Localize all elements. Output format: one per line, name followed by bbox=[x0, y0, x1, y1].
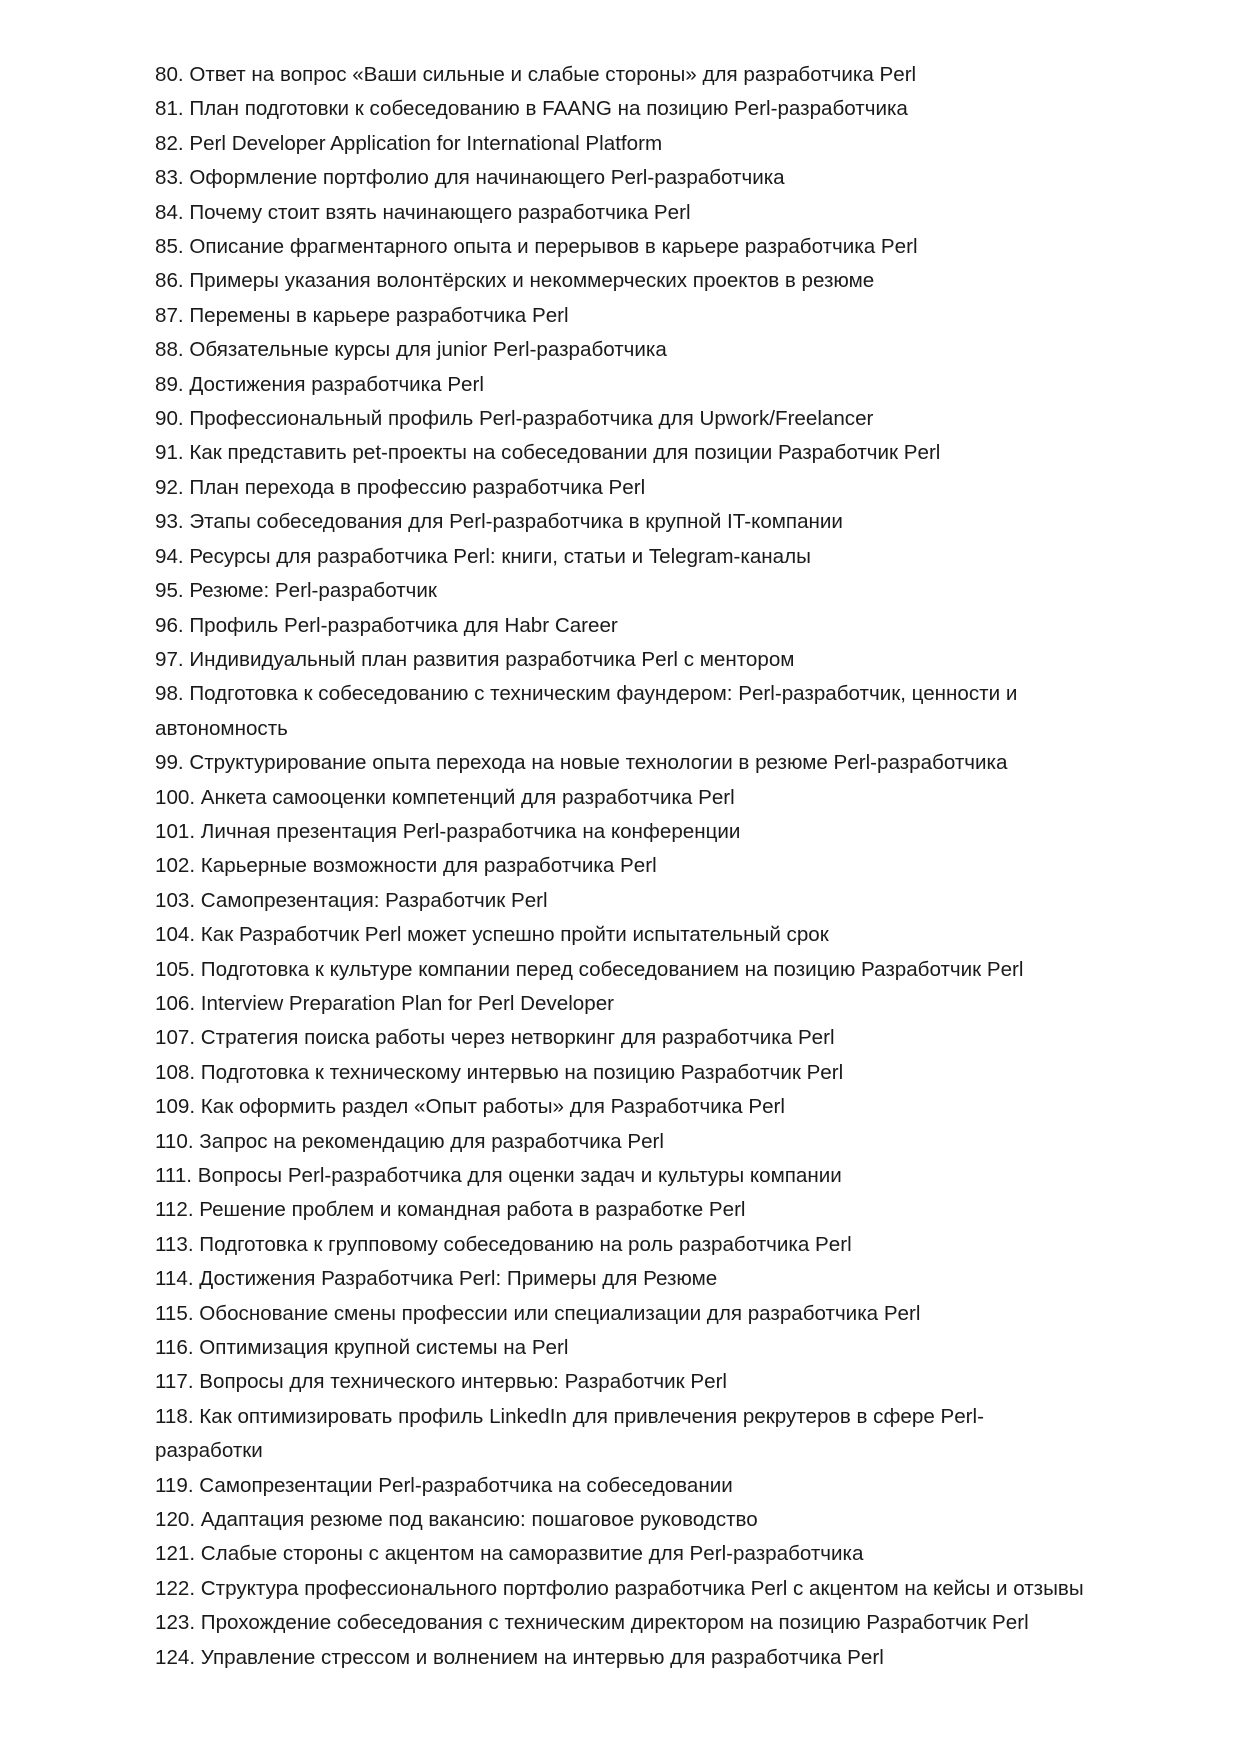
list-item: 86. Примеры указания волонтёрских и некоммерческих проектов в резюме bbox=[155, 269, 875, 293]
list-item: 96. Профиль Perl-разработчика для Habr Career bbox=[155, 613, 618, 637]
list-item: 94. Ресурсы для разработчика Perl: книги, статьи и Telegram-каналы bbox=[155, 544, 811, 568]
list-item: 122. Структура профессионального портфолио разработчика Perl с акцентом на кейсы и отзывы bbox=[155, 1576, 1084, 1600]
list-item: 101. Личная презентация Perl-разработчика на конференции bbox=[155, 819, 741, 843]
list-item: 108. Подготовка к техническому интервью на позицию Разработчик Perl bbox=[155, 1060, 844, 1084]
list-item: 92. План перехода в профессию разработчика Perl bbox=[155, 475, 646, 499]
list-item: 112. Решение проблем и командная работа в разработке Perl bbox=[155, 1198, 746, 1222]
list-item: 102. Карьерные возможности для разработчика Perl bbox=[155, 854, 657, 878]
list-item: 117. Вопросы для технического интервью: Разработчик Perl bbox=[155, 1370, 728, 1394]
list-item: 124. Управление стрессом и волнением на интервью для разработчика Perl bbox=[155, 1645, 884, 1669]
list-item: 100. Анкета самооценки компетенций для разработчика Perl bbox=[155, 785, 735, 809]
list-item: 123. Прохождение собеседования с техническим директором на позицию Разработчик Perl bbox=[155, 1611, 1029, 1635]
document-page bbox=[155, 58, 1085, 1675]
list-item: 120. Адаптация резюме под вакансию: пошаговое руководство bbox=[155, 1508, 758, 1532]
list-item: 103. Самопрезентация: Разработчик Perl bbox=[155, 888, 548, 912]
list-item: 93. Этапы собеседования для Perl-разработчика в крупной IT-компании bbox=[155, 510, 843, 534]
list-item: 81. План подготовки к собеседованию в FAANG на позицию Perl-разработчика bbox=[155, 97, 908, 121]
list-item: 85. Описание фрагментарного опыта и перерывов в карьере разработчика Perl bbox=[155, 235, 918, 259]
list-item: 82. Perl Developer Application for International Platform bbox=[155, 131, 663, 155]
list-item: 121. Слабые стороны с акцентом на саморазвитие для Perl-разработчика bbox=[155, 1542, 864, 1566]
list-item: 87. Перемены в карьере разработчика Perl bbox=[155, 303, 569, 327]
list-item: 114. Достижения Разработчика Perl: Примеры для Резюме bbox=[155, 1267, 718, 1291]
list-item: 80. Ответ на вопрос «Ваши сильные и слабые стороны» для разработчика Perl bbox=[155, 63, 917, 86]
list-item: 118. Как оптимизировать профиль LinkedIn для привлечения рекрутеров в сфере Perl-разработки bbox=[155, 1404, 984, 1463]
list-item: 88. Обязательные курсы для junior Perl-разработчика bbox=[155, 338, 667, 362]
list-item: 110. Запрос на рекомендацию для разработчика Perl bbox=[155, 1129, 664, 1153]
list-item: 98. Подготовка к собеседованию с техническим фаундером: Perl-разработчик, ценности и автономность bbox=[155, 682, 1018, 740]
list-item: 115. Обоснование смены профессии или специализации для разработчика Perl bbox=[155, 1301, 921, 1325]
list-item: 107. Стратегия поиска работы через нетворкинг для разработчика Perl bbox=[155, 1026, 835, 1050]
list-item: 99. Структурирование опыта перехода на новые технологии в резюме Perl-разработчика bbox=[155, 751, 1008, 775]
list-item: 97. Индивидуальный план развития разработчика Perl с ментором bbox=[155, 647, 795, 671]
list-item: 106. Interview Preparation Plan for Perl Developer bbox=[155, 991, 615, 1015]
list-item: 83. Оформление портфолио для начинающего Perl-разработчика bbox=[155, 166, 785, 190]
list-item: 90. Профессиональный профиль Perl-разработчика для Upwork/Freelancer bbox=[155, 407, 874, 431]
list-item: 104. Как Разработчик Perl может успешно пройти испытательный срок bbox=[155, 923, 829, 947]
list-item: 89. Достижения разработчика Perl bbox=[155, 372, 484, 396]
list-item: 91. Как представить pet-проекты на собеседовании для позиции Разработчик Perl bbox=[155, 441, 941, 465]
list-item: 116. Оптимизация крупной системы на Perl bbox=[155, 1336, 569, 1360]
list-item: 109. Как оформить раздел «Опыт работы» для Разработчика Perl bbox=[155, 1095, 785, 1119]
list-item: 95. Резюме: Perl-разработчик bbox=[155, 579, 437, 603]
list-item: 119. Самопрезентации Perl-разработчика на собеседовании bbox=[155, 1473, 733, 1497]
list-item: 84. Почему стоит взять начинающего разработчика Perl bbox=[155, 200, 691, 224]
list-item: 113. Подготовка к групповому собеседованию на роль разработчика Perl bbox=[155, 1232, 852, 1256]
list-item: 105. Подготовка к культуре компании перед собеседованием на позицию Разработчик Perl bbox=[155, 957, 1024, 981]
list-item: 111. Вопросы Perl-разработчика для оценки задач и культуры компании bbox=[155, 1164, 842, 1187]
